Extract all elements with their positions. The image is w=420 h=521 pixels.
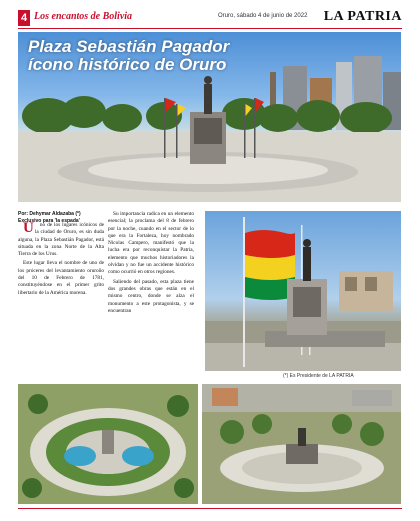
- byline-sub: Exclusivo para 'la espada': [18, 218, 80, 224]
- flag-monument-photo: [205, 211, 401, 371]
- aerial-monument-drawing: [202, 384, 401, 504]
- photo-credit: (*) Es Presidente de LA PATRIA: [283, 373, 354, 379]
- section-title: Los encantos de Bolivia: [34, 11, 133, 22]
- dropcap: U: [23, 222, 34, 236]
- page-number: 4: [18, 10, 30, 26]
- aerial-monument-photo: [202, 384, 401, 504]
- aerial-plaza-photo: [18, 384, 198, 504]
- article-column-2: [108, 211, 194, 377]
- article-column-1: [18, 222, 104, 377]
- hero-title-line1: Plaza Sebastián Pagador: [28, 37, 230, 56]
- hero-title: [28, 38, 229, 74]
- header-rule: [18, 28, 402, 29]
- article-paragraph: Saliendo del pasado, esta plaza tiene dos grandes obras que están en el mismo centro, donde se alza el monumento a este protagonista, y se encuentran: [108, 278, 194, 314]
- page-header: [18, 10, 402, 28]
- footer-rule: [18, 508, 402, 509]
- dateline: Oruro, sábado 4 de junio de 2022: [218, 13, 308, 19]
- hero-title-line2: ícono histórico de Oruro: [28, 55, 227, 74]
- article-paragraph: no de los lugares icónicos de la ciudad de Oruro, es sin duda alguna, la Plaza Sebastián Pagador, está situada en la zona Norte de la Alta Tierra de los Urus.: [18, 222, 104, 258]
- flag-monument-drawing: [205, 211, 401, 371]
- article-paragraph: Su importancia radica en un elemento esencial; la proclama del 8 de febrero por la noche, cuando en el sector de lo que era la Fortaleza, hoy nombrado Nicolas Campero, manifestó que la lucha era por reconquistar la Patria, elemento que muchos historiadores la olvidan y no fue un accidente histórico como ocurrió en otros regiones.: [108, 211, 194, 276]
- byline-author: Por: Dehymar Aldazaba (*): [18, 211, 81, 217]
- masthead: LA PATRIA: [323, 9, 402, 24]
- aerial-plaza-drawing: [18, 384, 198, 504]
- hero-photo: [18, 32, 401, 202]
- article-paragraph: Este lugar lleva el nombre de uno de los próceres del levantamiento oruroño del 10 de Febrero de 1781, constituyéndose en el primer grito libertario de la América morena.: [18, 260, 104, 296]
